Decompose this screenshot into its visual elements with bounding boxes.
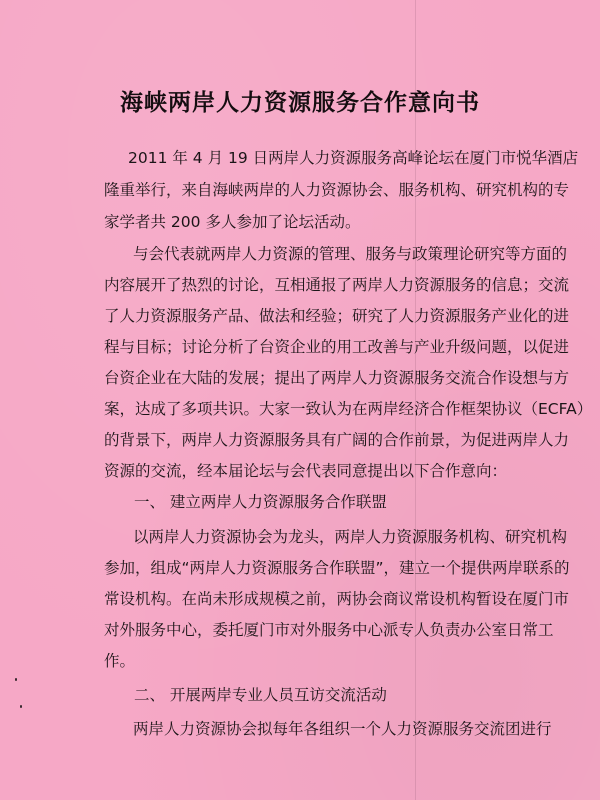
section-heading: 一、 建立两岸人力资源服务合作联盟 bbox=[134, 493, 387, 511]
section-line: 以两岸人力资源协会为龙头，两岸人力资源服务机构、研究机构 bbox=[133, 528, 568, 546]
paragraph-line: 案，达成了多项共识。大家一致认为在两岸经济合作框架协议（ECFA） bbox=[104, 400, 593, 418]
section-heading: 二、 开展两岸专业人员互访交流活动 bbox=[134, 686, 387, 704]
paragraph-line: 台资企业在大陆的发展；提出了两岸人力资源服务交流合作设想与方 bbox=[104, 369, 570, 387]
paragraph-line: 的背景下，两岸人力资源服务具有广阔的合作前景，为促进两岸人力 bbox=[104, 431, 570, 449]
section-line: 作。 bbox=[104, 652, 136, 670]
paragraph-line: 了人力资源服务产品、做法和经验；研究了人力资源服务产业化的进 bbox=[104, 307, 570, 325]
paragraph-line: 家学者共 200 多人参加了论坛活动。 bbox=[104, 213, 361, 231]
scan-speck bbox=[20, 705, 22, 708]
section-line: 常设机构。在尚未形成规模之前，两协会商议常设机构暂设在厦门市 bbox=[104, 590, 570, 608]
scan-speck bbox=[15, 678, 17, 681]
paragraph-line: 程与目标；讨论分析了台资企业的用工改善与产业升级问题，以促进 bbox=[104, 338, 570, 356]
paragraph-line: 内容展开了热烈的讨论，互相通报了两岸人力资源服务的信息；交流 bbox=[104, 276, 570, 294]
document-title: 海峡两岸人力资源服务合作意向书 bbox=[120, 89, 480, 116]
section-line: 参加，组成“两岸人力资源服务合作联盟”，建立一个提供两岸联系的 bbox=[104, 559, 570, 577]
paragraph-line: 资源的交流，经本届论坛与会代表同意提出以下合作意向： bbox=[104, 462, 508, 480]
paragraph-line: 2011 年 4 月 19 日两岸人力资源服务高峰论坛在厦门市悦华酒店 bbox=[128, 149, 579, 167]
paragraph-line: 与会代表就两岸人力资源的管理、服务与政策理论研究等方面的 bbox=[133, 245, 568, 263]
paragraph-line: 隆重举行，来自海峡两岸的人力资源协会、服务机构、研究机构的专 bbox=[104, 181, 570, 199]
section-line: 对外服务中心，委托厦门市对外服务中心派专人负责办公室日常工 bbox=[104, 621, 554, 639]
section-line: 两岸人力资源协会拟每年各组织一个人力资源服务交流团进行 bbox=[133, 720, 552, 738]
